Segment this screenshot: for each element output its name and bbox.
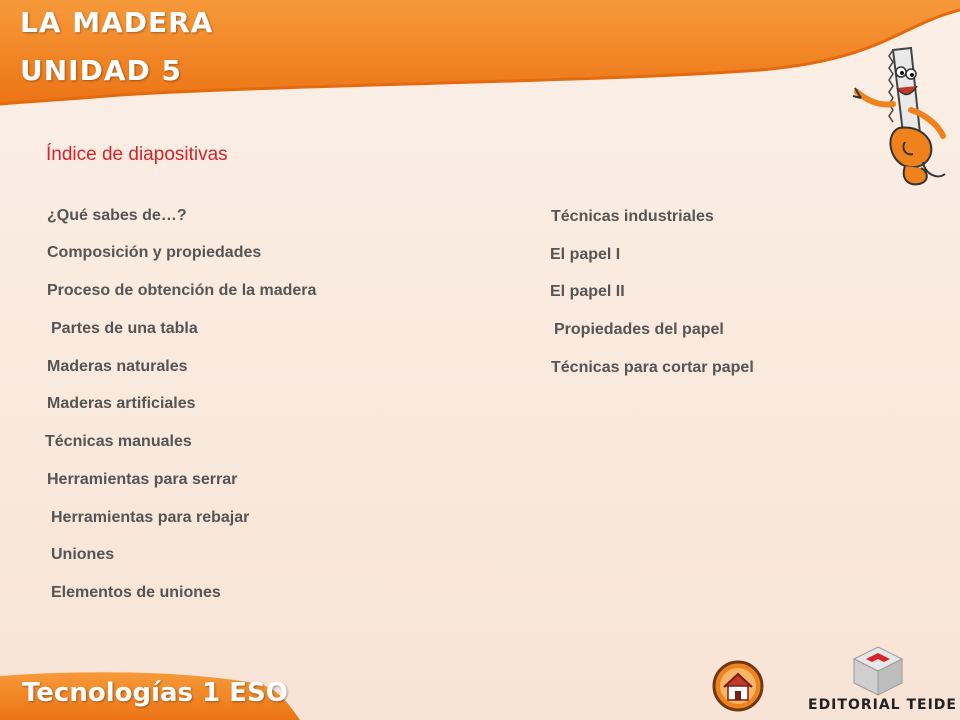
index-link-uniones[interactable]: Uniones: [51, 546, 115, 563]
header-subtitle: UNIDAD 5: [20, 54, 182, 87]
house-icon[interactable]: [712, 660, 764, 712]
index-link-herramientas-rebajar[interactable]: Herramientas para rebajar: [51, 509, 250, 526]
index-link-maderas-artificiales[interactable]: Maderas artificiales: [47, 395, 196, 412]
publisher-name: EDITORIAL TEIDE: [808, 697, 957, 713]
index-link-maderas-naturales[interactable]: Maderas naturales: [47, 358, 188, 375]
index-link-tecnicas-manuales[interactable]: Técnicas manuales: [45, 433, 192, 450]
publisher-cube-icon: [804, 645, 954, 697]
publisher-logo: [804, 645, 957, 717]
index-link-tecnicas-cortar-papel[interactable]: Técnicas para cortar papel: [551, 359, 754, 376]
index-link-partes-tabla[interactable]: Partes de una tabla: [51, 320, 198, 337]
saw-mascot-icon: [845, 44, 955, 194]
index-link-propiedades-papel[interactable]: Propiedades del papel: [554, 321, 724, 338]
index-link-herramientas-serrar[interactable]: Herramientas para serrar: [47, 471, 238, 488]
index-link-tecnicas-industriales[interactable]: Técnicas industriales: [551, 208, 714, 225]
index-link-elementos-uniones[interactable]: Elementos de uniones: [51, 584, 221, 601]
header-title: LA MADERA: [20, 6, 214, 39]
header-band: [0, 0, 960, 110]
index-link-proceso-obtencion[interactable]: Proceso de obtención de la madera: [47, 282, 317, 299]
index-link-que-sabes-de[interactable]: ¿Qué sabes de…?: [47, 207, 187, 224]
footer-title: Tecnologías 1 ESO: [22, 678, 288, 708]
index-title: Índice de diapositivas: [46, 144, 228, 165]
index-link-papel-1[interactable]: El papel I: [550, 246, 621, 263]
index-link-papel-2[interactable]: El papel II: [550, 283, 625, 300]
index-link-composicion-propiedades[interactable]: Composición y propiedades: [47, 244, 262, 261]
